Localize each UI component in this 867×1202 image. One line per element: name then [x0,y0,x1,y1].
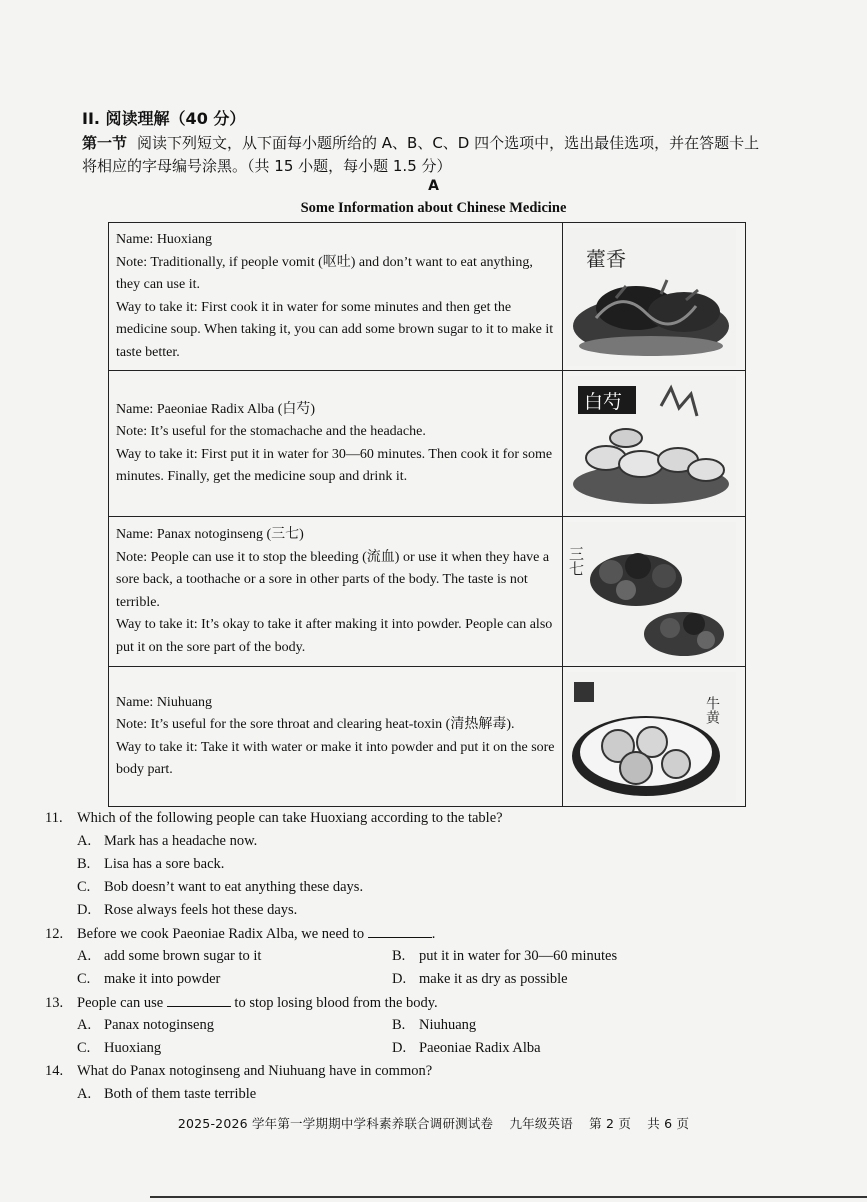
medicine-text-cell [109,517,563,667]
option-11a[interactable] [77,833,257,850]
exam-name: 2025-2026 学年第一学期期中学科素养联合调研测试卷 [177,1116,494,1131]
bottom-rule [150,1196,867,1198]
medicine-image-cell [563,223,746,371]
option-letter: A. [77,1086,92,1102]
medicine-row-huoxiang [109,223,746,371]
question-12 [45,925,435,943]
instruction-text: 阅读下列短文，从下面每小题所给的 A、B、C、D 四个选项中，选出最佳选项，并在答题卡上将相应的字母编号涂黑。（共 15 小题，每小题 1.5 分） [82,134,760,175]
option-12b[interactable] [392,948,617,965]
image-label: 白芍 [584,390,623,413]
passage-letter: A [428,178,439,194]
image-label: 三七 [567,545,586,576]
option-letter: A. [77,1017,92,1033]
option-letter: C. [77,879,91,895]
option-text: put it in water for 30—60 minutes [419,948,618,964]
question-stem-after: to stop losing blood from the body. [234,995,438,1011]
option-text: add some brown sugar to it [104,948,262,964]
option-text: Bob doesn’t want to eat anything these days. [104,879,364,895]
instructions [82,132,772,178]
option-11c[interactable] [77,879,363,896]
answer-blank [167,994,231,1007]
question-stem-before: People can use [77,995,164,1011]
question-11 [45,810,503,827]
option-letter: A. [77,833,92,849]
medicine-way: Way to take it: First put it in water for 30—60 minutes. Then cook it for some minutes. Finally, get the medicine soup and drink it. [116,446,553,484]
medicine-image-cell [563,667,746,807]
option-letter: C. [77,971,91,987]
option-text: Panax notoginseng [104,1017,214,1033]
option-letter: D. [392,1040,407,1056]
option-text: Huoxiang [104,1040,162,1056]
page-number: 第 2 页 [589,1116,632,1131]
instruction-lead: 第一节 [82,134,128,152]
medicine-image-cell [563,517,746,667]
question-13 [45,994,438,1012]
page-footer [0,1114,867,1132]
medicine-note: Note: Traditionally, if people vomit (呕吐) and don’t want to eat anything, they can use it. [116,254,533,292]
option-13c[interactable] [77,1040,161,1057]
option-letter: D. [77,902,92,918]
option-text: Rose always feels hot these days. [104,902,298,918]
option-letter: B. [392,948,406,964]
subject: 九年级英语 [509,1116,573,1131]
question-number: 13. [45,995,64,1011]
image-label: 牛黄 [704,695,721,724]
medicine-way: Way to take it: It’s okay to take it after making it into powder. People can also put it on the sore part of the body. [116,617,553,655]
medicine-note: Note: It’s useful for the stomachache and the headache. [116,424,426,439]
option-letter: B. [77,856,91,872]
option-text: Niuhuang [419,1017,477,1033]
medicine-text-cell [109,371,563,517]
question-stem-after: . [431,926,436,942]
option-text: Paeoniae Radix Alba [419,1040,541,1056]
root-slices-icon [566,376,736,512]
option-letter: D. [392,971,407,987]
option-text: Lisa has a sore back. [104,856,225,872]
question-stem: Which of the following people can take Huoxiang according to the table? [77,810,503,826]
medicine-table [108,222,746,807]
medicine-name: Name: Paeoniae Radix Alba (白芍) [116,401,316,417]
question-number: 14. [45,1063,64,1079]
question-number: 12. [45,926,64,942]
medicine-image-cell [563,371,746,517]
medicine-row-paeoniae [109,371,746,517]
option-letter: C. [77,1040,91,1056]
medicine-name: Name: Panax notoginseng (三七) [116,527,304,542]
section-title: II. 阅读理解（40 分） [82,109,246,128]
option-13d[interactable] [392,1040,541,1057]
option-text: Both of them taste terrible [104,1086,257,1102]
medicine-row-notoginseng [109,517,746,667]
medicine-way: Way to take it: Take it with water or make it into powder and put it on the sore body part. [116,739,555,777]
question-stem-before: Before we cook Paeoniae Radix Alba, we need to [77,926,365,942]
question-number: 11. [45,810,63,826]
medicine-way: Way to take it: First cook it in water for some minutes and then get the medicine soup. When taking it, you can add some brown sugar to it to make it taste better. [116,299,554,360]
question-stem: What do Panax notoginseng and Niuhuang have in common? [77,1063,433,1079]
question-14 [45,1063,432,1080]
option-12c[interactable] [77,971,220,988]
medicine-text-cell [109,223,563,371]
option-12d[interactable] [392,971,568,988]
option-text: Mark has a headache now. [104,833,258,849]
table-title: Some Information about Chinese Medicine [300,200,567,216]
total-pages: 共 6 页 [647,1116,690,1131]
image-label: 藿香 [586,246,627,271]
option-text: make it into powder [104,971,221,987]
stone-bowl-icon [566,672,736,802]
option-13b[interactable] [392,1017,476,1034]
medicine-note: Note: It’s useful for the sore throat and clearing heat-toxin (清热解毒). [116,717,515,732]
medicine-name: Name: Huoxiang [116,232,213,247]
medicine-name: Name: Niuhuang [116,694,213,710]
option-11b[interactable] [77,856,224,873]
option-14a[interactable] [77,1086,256,1103]
answer-blank [368,925,432,938]
medicine-text-cell [109,667,563,807]
option-letter: B. [392,1017,406,1033]
medicine-row-niuhuang [109,667,746,807]
option-12a[interactable] [77,948,261,965]
option-text: make it as dry as possible [419,971,568,987]
herb-pile-icon [566,228,736,366]
option-13a[interactable] [77,1017,214,1034]
option-letter: A. [77,948,92,964]
root-cluster-icon [566,522,736,662]
option-11d[interactable] [77,902,297,919]
medicine-note: Note: People can use it to stop the bleeding (流血) or use it when they have a sore back, a toothache or a sore in other parts of the body. The taste is not terrible. [116,549,550,610]
